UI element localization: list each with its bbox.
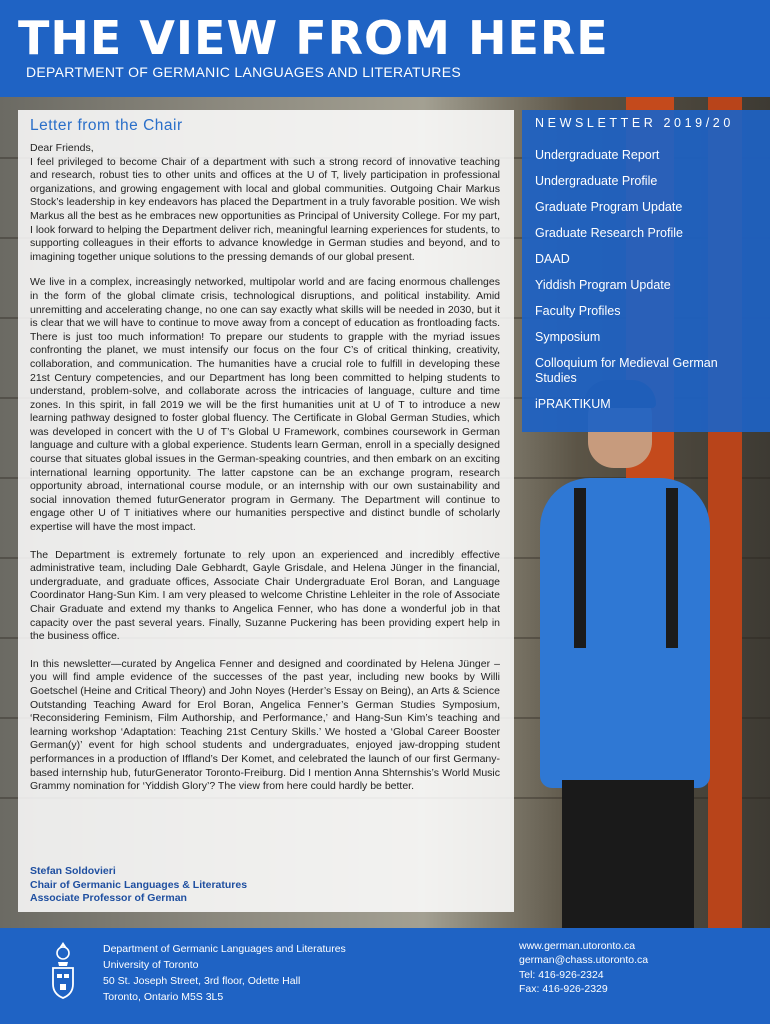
newsletter-heading: NEWSLETTER 2019/20 — [535, 116, 734, 130]
letter-paragraph: We live in a complex, increasingly networked, multipolar world and are facing enormous challenges in the form of the global climate crisis, technological disruptions, and political instability. Amid unremitting and accelerating change, no one can say exactly what skills will be needed in 2030, but it is clear that we will have to continue to move away from a concept of education as frontloading facts. There is just too much information! To prepare our students to grapple with the myriad issues confronting the planet, we must intensify our focus on the four C’s of critical thinking, creativity, collaboration, and communication. The humanities have a crucial role to fulfill in developing these 21st Century competencies, and our Department has long been committed to helping students to understand, problem-solve, and collaborate across the intricacies of language, culture and time zones. In this spirit, in fall 2019 we will be the first humanities unit at U of T to introduce a new learning pathway designed to foster global fluency. The Certificate in Global German Studies, which was developed in concert with the U of T’s Global U Framework, combines coursework in German language and culture with a global experience. Students learn German, enroll in a specially designed course that situates global issues in the German-speaking countries, and then embark on an exciting international learning opportunity. The latter capstone can be an exchange program, research opportunity abroad, international course module, or an internship with our own sustainability and social innovation themed futurGenerator program in Germany. The Department will continue to engage other U of T initiatives where our humanities perspective and distinct bundle of scholarly expertise will have the most impact. — [30, 276, 500, 534]
contents-item-undergraduate-report[interactable]: Undergraduate Report — [535, 148, 660, 162]
department-subtitle: DEPARTMENT OF GERMANIC LANGUAGES AND LITERATURES — [26, 64, 461, 80]
website-link[interactable]: www.german.utoronto.ca — [519, 940, 636, 952]
address-line: University of Toronto — [103, 959, 199, 971]
contents-item-graduate-research-profile[interactable]: Graduate Research Profile — [535, 226, 683, 240]
letter-paragraph: In this newsletter—curated by Angelica Fenner and designed and coordinated by Helena Jünger – you will find ample evidence of the successes of the past year, including new books by Willi Goetschel (Heine and Critical Theory) and John Noyes (Herder’s Essay on Being), an Arts & Science Outstanding Teaching Award for Erol Boran, Angelica Fenner’s German Studies Symposium, ‘Reconsidering Feminism, Film Authorship, and Performance,’ and Hang-Sun Kim’s teaching and learning workshop ‘Adaptation: Teaching 21st Century Skills.’ We hosted a ‘Global Career Booster German(y)’ event for high school students and undergraduates, enjoyed jaw-dropping student performances in a production of Iffland’s Der Komet, and celebrated the launch of our first Germany-based internship hub, futurGenerator Toronto-Freiburg. Did I mention Anna Shternshis’s World Music Grammy nomination for ‘Yiddish Glory’? The view from here could hardly be better. — [30, 657, 500, 793]
contents-item-yiddish-program-update[interactable]: Yiddish Program Update — [535, 278, 671, 292]
signature-title: Chair of Germanic Languages & Literatures — [30, 878, 248, 891]
address-line: 50 St. Joseph Street, 3rd floor, Odette Hall — [103, 975, 301, 987]
letter-heading: Letter from the Chair — [30, 117, 183, 134]
footer-contact — [519, 939, 648, 997]
newsletter-contents-list — [535, 148, 757, 412]
contents-item-graduate-program-update[interactable]: Graduate Program Update — [535, 200, 683, 214]
contents-item-medieval-colloquium[interactable]: Colloquium for Medieval German Studies — [535, 356, 718, 385]
address-line: Department of Germanic Languages and Literatures — [103, 943, 346, 955]
letter-body — [30, 142, 500, 801]
phone-number: Tel: 416-926-2324 — [519, 968, 604, 981]
signature-role: Associate Professor of German — [30, 892, 187, 905]
contents-item-undergraduate-profile[interactable]: Undergraduate Profile — [535, 174, 658, 188]
email-link[interactable]: german@chass.utoronto.ca — [519, 954, 649, 967]
contents-item-daad[interactable]: DAAD — [535, 252, 570, 266]
footer-address — [103, 941, 346, 1005]
letter-paragraph: Dear Friends, I feel privileged to become Chair of a department with such a strong record of innovative teaching and research, robust ties to other units and offices at the U of T, lively participation in professional organizations, and growing engagement with local and global communities. Outgoing Chair Markus Stock’s leadership in key endeavors has placed the Department in a truly favorable position. We wish Markus all the best as he embraces new opportunities as Principal of University College. For my part, I look forward to helping the Department deliver rich, meaningful learning experiences for students, to supporting colleagues in their efforts to advance knowledge in German studies and beyond, and to imagining together unique solutions to the pressing demands of our global present. — [30, 142, 500, 263]
contents-item-faculty-profiles[interactable]: Faculty Profiles — [535, 304, 621, 318]
university-crest-icon — [48, 940, 78, 1000]
contents-item-ipraktikum[interactable]: iPRAKTIKUM — [535, 397, 611, 411]
address-line: Toronto, Ontario M5S 3L5 — [103, 991, 224, 1003]
person-figure — [540, 478, 710, 788]
newsletter-title: THE VIEW FROM HERE — [18, 11, 609, 65]
contents-item-symposium[interactable]: Symposium — [535, 330, 601, 344]
signature — [30, 865, 247, 906]
signature-name: Stefan Soldovieri — [30, 865, 116, 877]
letter-paragraph: The Department is extremely fortunate to rely upon an experienced and incredibly effective administrative team, including Dale Gebhardt, Gayle Grisdale, and Helena Jünger in the financial, undergraduate, and graduate offices, Associate Chair Undergraduate Erol Boran, and Language Coordinator Hang-Sun Kim. I am very pleased to welcome Christine Lehleiter in the role of Associate Chair Graduate and extend my thanks to Angelica Fenner, who has done a wonderful job in that capacity over the past several years. Finally, Suzanne Puckering has been providing expert help in the business office. — [30, 548, 500, 643]
fax-number: Fax: 416-926-2329 — [519, 983, 608, 996]
